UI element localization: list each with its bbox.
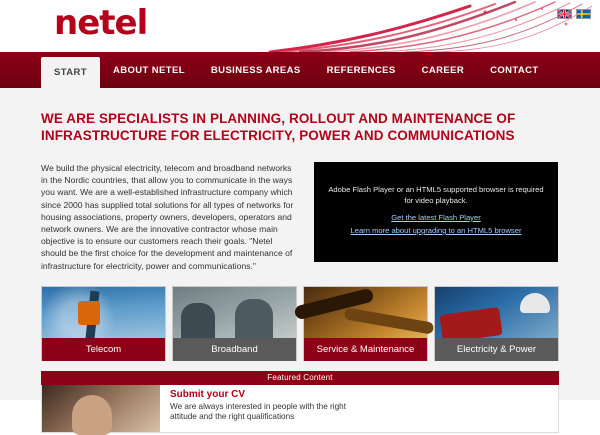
intro-paragraph: We build the physical electricity, telecom and broadband networks in the Nordic countries, that allow you to communicate in the ways you want. We are a well-established infrastructure company which since 2000 has supplied total solutions for all types of networks for housing associations, property owners, developers, operators and network owners. We are the innovative contractor whose main objective is to ensure our customers reach their goals. "Netel should be the first choice for the development and maintenance of infrastructure for electricity, power and communications." bbox=[41, 163, 294, 271]
primary-navigation bbox=[41, 52, 552, 88]
children-at-computer-photo bbox=[173, 287, 296, 339]
tile-service-maintenance[interactable] bbox=[303, 286, 428, 361]
html5-upgrade-link[interactable]: Learn more about upgrading to an HTML5 browser bbox=[350, 226, 522, 235]
nav-label: START bbox=[54, 67, 87, 78]
tile-caption: Telecom bbox=[42, 338, 165, 361]
featured-content-text bbox=[160, 385, 360, 432]
page-body bbox=[0, 88, 600, 422]
flag-sweden-icon[interactable] bbox=[576, 9, 591, 19]
tile-caption: Broadband bbox=[173, 338, 296, 361]
tile-caption: Service & Maintenance bbox=[304, 338, 427, 361]
nav-item-references[interactable] bbox=[314, 52, 409, 88]
nav-item-start[interactable] bbox=[41, 57, 100, 88]
technician-on-pole-photo bbox=[42, 287, 165, 339]
flash-player-download-link[interactable]: Get the latest Flash Player bbox=[391, 213, 481, 222]
person-portrait-photo bbox=[42, 385, 160, 432]
nav-item-business-areas[interactable] bbox=[198, 52, 314, 88]
tile-broadband[interactable] bbox=[172, 286, 297, 361]
tile-caption: Electricity & Power bbox=[435, 338, 558, 361]
site-logo[interactable] bbox=[54, 3, 147, 43]
logo-text: netel bbox=[54, 3, 148, 43]
primary-navigation-bar bbox=[0, 52, 600, 88]
electrician-photo bbox=[435, 287, 558, 339]
featured-content-panel[interactable] bbox=[41, 385, 559, 433]
video-error-message: Adobe Flash Player or an HTML5 supported browser is required for video playback. bbox=[328, 185, 544, 205]
cables-photo bbox=[304, 287, 427, 339]
decorative-swoosh-graphic bbox=[270, 0, 600, 52]
tile-electricity-power[interactable] bbox=[434, 286, 559, 361]
nav-item-contact[interactable] bbox=[477, 52, 552, 88]
nav-label: REFERENCES bbox=[326, 64, 396, 76]
nav-label: ABOUT NETEL bbox=[112, 64, 185, 76]
site-header bbox=[0, 0, 600, 52]
nav-label: BUSINESS AREAS bbox=[210, 64, 301, 76]
nav-item-career[interactable] bbox=[409, 52, 478, 88]
nav-label: CONTACT bbox=[490, 64, 539, 76]
flag-uk-icon[interactable] bbox=[557, 9, 572, 19]
featured-content-bar: Featured Content bbox=[41, 371, 559, 385]
tile-telecom[interactable] bbox=[41, 286, 166, 361]
featured-description: We are always interested in people with the right attitude and the right qualifications bbox=[170, 401, 346, 422]
business-area-tiles bbox=[41, 286, 559, 361]
featured-title: Submit your CV bbox=[170, 388, 246, 400]
video-player-placeholder[interactable] bbox=[314, 162, 558, 262]
page-title: WE ARE SPECIALISTS IN PLANNING, ROLLOUT AND MAINTENANCE OF INFRASTRUCTURE FOR ELECTRICITY, POWER AND COMMUNICATIONS bbox=[41, 111, 516, 143]
intro-row bbox=[41, 162, 559, 272]
nav-label: CAREER bbox=[421, 64, 465, 76]
language-selector[interactable] bbox=[557, 9, 591, 19]
nav-item-about-netel[interactable] bbox=[100, 52, 198, 88]
content-area bbox=[41, 88, 559, 361]
